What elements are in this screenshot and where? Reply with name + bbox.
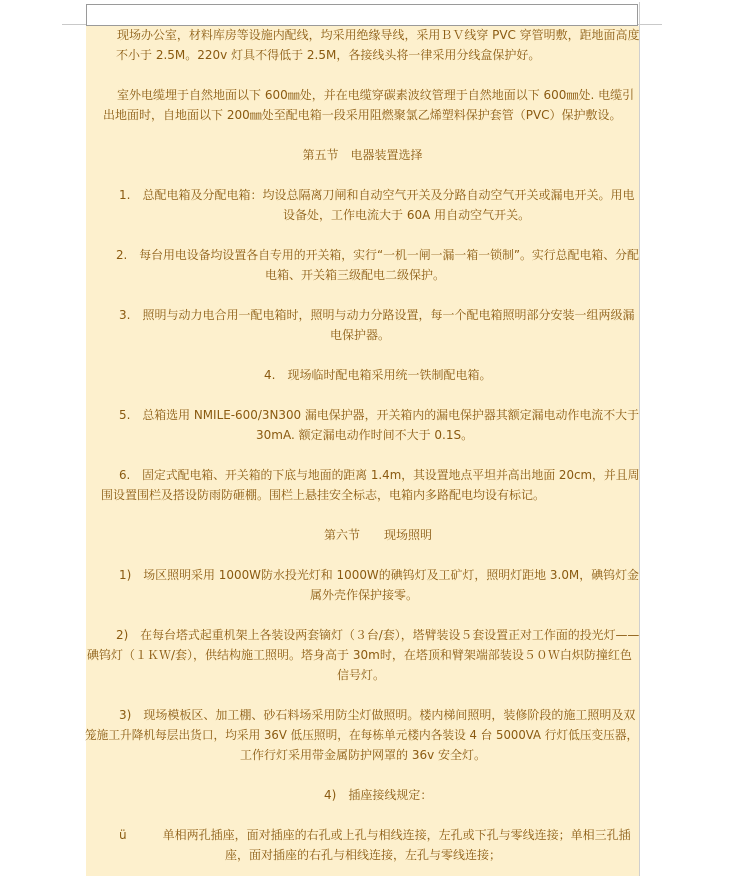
list-item-continuation: 属外壳作保护接零。 <box>310 588 419 602</box>
list-item: 2) 在每台塔式起重机架上各装设两套镝灯（３台/套），塔臂装设５套设置正对工作面的投光灯—— <box>116 628 640 642</box>
list-item-continuation: 电箱、开关箱三级配电二级保护。 <box>265 268 446 282</box>
list-item-continuation: 围设置围栏及搭设防雨防砸棚。围栏上悬挂安全标志，电箱内多路配电均设有标记。 <box>101 488 546 502</box>
header-area[interactable] <box>86 4 638 26</box>
list-item-continuation: 电保护器。 <box>330 328 391 342</box>
list-item: 3. 照明与动力电合用一配电箱时，照明与动力分路设置，每一个配电箱照明部分安装一组两级漏 <box>119 308 635 322</box>
bullet-item: ü 单相两孔插座，面对插座的右孔或上孔与相线连接，左孔或下孔与零线连接；单相三孔插 <box>119 828 631 842</box>
section-heading-5: 第五节 电器装置选择 <box>302 148 423 162</box>
section-heading-6: 第六节 现场照明 <box>324 528 433 542</box>
page-right-margin-line <box>639 2 640 876</box>
list-item: 5. 总箱选用 NMILE-600/3N300 漏电保护器，开关箱内的漏电保护器其额定漏电动作电流不大于 <box>119 408 640 422</box>
list-item: 4. 现场临时配电箱采用统一铁制配电箱。 <box>264 368 492 382</box>
list-item: 3) 现场模板区、加工棚、砂石料场采用防尘灯做照明。楼内梯间照明，装修阶段的施工照明及双 <box>119 708 636 722</box>
list-item: 1. 总配电箱及分配电箱：均设总隔离刀闸和自动空气开关及分路自动空气开关或漏电开关。用电 <box>119 188 635 202</box>
paragraph-line: 出地面时，自地面以下 200㎜处至配电箱一段采用阻燃聚氯乙烯塑料保护套管（PVC）保护敷设。 <box>103 108 622 122</box>
bullet-item-continuation: 座，面对插座的右孔与相线连接，左孔与零线连接； <box>225 848 502 862</box>
list-item-continuation: 碘钨灯（１ＫＷ/套），供结构施工照明。塔身高于 30m时，在塔顶和臂架端部装设５０Ｗ白炽防撞红色 <box>87 648 632 662</box>
list-item-continuation: 笼施工升降机每层出货口，均采用 36V 低压照明，在每栋单元楼内各装设 4 台 5000VA 行灯低压变压器， <box>85 728 639 742</box>
paragraph-line: 现场办公室，材料库房等设施内配线，均采用绝缘导线，采用ＢＶ线穿 PVC 穿管明敷，距地面高度 <box>117 28 640 42</box>
list-item: 2. 每台用电设备均设置各自专用的开关箱，实行“一机一闸一漏一箱一锁制”。实行总配电箱、分配 <box>116 248 639 262</box>
paragraph-line: 室外电缆埋于自然地面以下 600㎜处，并在电缆穿碳素波纹管理于自然地面以下 600㎜处. 电缆引 <box>117 88 635 102</box>
list-item-continuation: 工作行灯采用带金属防护网罩的 36v 安全灯。 <box>240 748 487 762</box>
list-item: 6. 固定式配电箱、开关箱的下底与地面的距离 1.4m，其设置地点平坦并高出地面 20cm，并且周 <box>119 468 640 482</box>
paragraph-line: 不小于 2.5M。220v 灯具不得低于 2.5M，各接线头将一律采用分线盒保护好。 <box>116 48 541 62</box>
list-item-continuation: 30mA. 额定漏电动作时间不大于 0.1S。 <box>256 428 474 442</box>
list-item: 4) 插座接线规定： <box>324 788 433 802</box>
list-item: 1) 场区照明采用 1000W防水投光灯和 1000W的碘钨灯及工矿灯，照明灯距地 3.0M，碘钨灯金 <box>119 568 640 582</box>
document-page <box>86 26 639 876</box>
list-item-continuation: 信号灯。 <box>337 668 386 682</box>
list-item-continuation: 设备处，工作电流大于 60A 用自动空气开关。 <box>283 208 531 222</box>
